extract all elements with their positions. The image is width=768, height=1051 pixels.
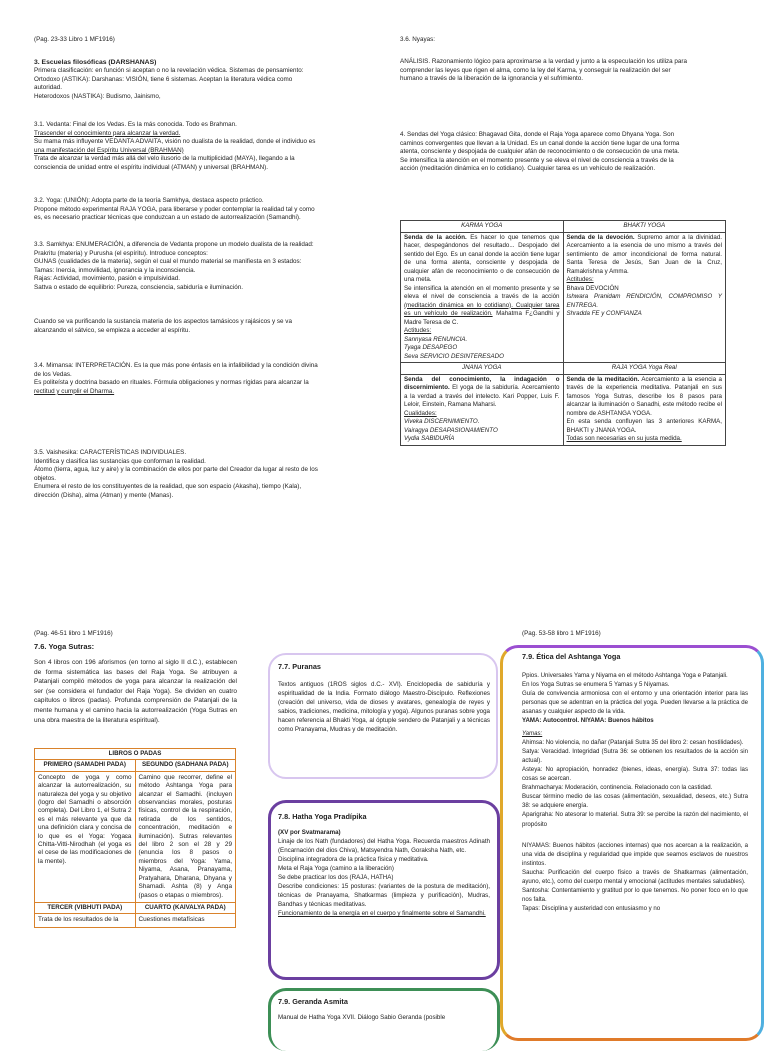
sendas-paragraph (400, 131, 679, 174)
vedanta-paragraph (34, 121, 315, 173)
text-line: Prakritu (materia) y Purusha (el espíritu). Introduce conceptos: (34, 249, 208, 257)
jnana-quality: Viveka DISCERNIMIENTO. (404, 418, 480, 425)
hatha-subtitle: (XV por Svatmarama) (278, 829, 341, 836)
text-line: Primera clasificación: en función si aceptan o no la revelación védica. Sistemas de pensamiento: (34, 67, 304, 74)
text-line: dirección (Disha), alma (Atman) y mente (Manas). (34, 491, 174, 499)
text-line: Tamas: Inercia, inmovilidad, ignorancia y la inconsciencia. (34, 266, 196, 274)
text-line: GUNAS (cualidades de la materia), según el cual el mundo material se manifiesta en 3 estados: (34, 258, 302, 266)
text-line: humano a través de la liberación de la ignorancia y el sufrimiento. (400, 75, 584, 83)
hatha-text: Funcionamiento de la energía en el cuerpo y finalmente sobre el Samandhi. (278, 910, 486, 917)
text-line: Ortodoxo (ASTIKA): Darshanas: VISIÓN, tiene 6 sistemas. Aceptan la literatura védica como (34, 75, 293, 83)
pada-1-header: PRIMERO (SAMADHI PADA) (35, 760, 136, 771)
jnana-title: Senda del conocimiento, la indagación o discernimiento. (404, 375, 560, 391)
yoga-paragraph (34, 197, 315, 223)
bhakti-title: Senda de la devoción. (566, 233, 635, 241)
text-line: Trascender el conocimiento para alcanzar la verdad. (34, 129, 181, 137)
raja-text-2: En esta senda confluyen las 3 anteriores KARMA, BHAKTI y JNANA YOGA. (566, 418, 722, 434)
yoga-paths-table (400, 220, 726, 446)
yoga-sutras-title: 7.6. Yoga Sutras: (34, 642, 95, 651)
text-line: comprender las leyes que rigen el alma, como la ley del Karma, y conseguir la realización del ser (400, 66, 671, 74)
pada-2-header: SEGUNDO (SADHANA PADA) (135, 760, 236, 771)
pada-3-text: Trata de los resultados de la (35, 914, 136, 927)
karma-attitude: Seva SERVICIO DESINTERESADO (404, 352, 504, 360)
text-line: Cuando se va purificando la sustancia materia de los aspectos tamásicos y rajásicos y se va (34, 318, 292, 325)
text-line: caminos convergentes que llevan a la Unidad. Es un canal donde la acción tiene lugar de una forma (400, 139, 680, 147)
yama-item: Ahimsa: No violencia, no dañar (Patanjali Sutra 35 del libro 2: cesan hostilidades). (522, 738, 744, 746)
samkhya-paragraph (34, 241, 314, 293)
text-line: ANÁLISIS. Razonamiento lógico para aproximarse a la verdad y junto a la especulación los utiliza para (400, 58, 688, 65)
geranda-section (278, 997, 490, 1022)
padas-table (34, 748, 236, 928)
yama-item: Brahmacharya: Moderación, continencia. Relacionado con la castidad. (522, 784, 713, 792)
page-reference: (Pag. 53-58 libro 1 MF1916) (522, 630, 601, 637)
hatha-text: Describe condiciones: 15 posturas: (variantes de la postura de meditación), técnicas de Pranayama, Shatkarmas (limpieza y purificación), Mudras, Bandhas y técnicas meditativas. (278, 883, 490, 908)
table-header-bhakti: BHAKTI YOGA (563, 221, 726, 233)
raja-cell (563, 374, 726, 445)
karma-attitude: Sannyasa RENUNCIA. (404, 335, 468, 343)
text-line: Su mama más influyente VEDANTA ADVAITA, visión no dualista de la realidad, donde el individuo es (34, 138, 316, 146)
niyamas-intro: NIYAMAS: Buenos hábitos (acciones internas) que nos acercan a la realización, a una vida de disciplina y regularidad que impide que seamos esclavos de nuestros instintos. (522, 841, 748, 867)
jnana-text: El yoga de la sabiduría. Acercamiento a la verdad a través del intelecto. Kari Popper, Luis F. Leloir, Einstein, Ramana Maharsi. (404, 384, 560, 408)
vaisheshika-paragraph (34, 449, 318, 501)
yamas-label: Yamas: (522, 729, 543, 737)
nyaya-title: 3.6. Nyayas: (400, 36, 435, 43)
text-line: Identifica y clasifica las sustancias que conforman la realidad. (34, 457, 206, 465)
karma-cell (401, 232, 564, 363)
text-line: Rajas: Actividad, movimiento, pasión e impulsividad. (34, 275, 180, 283)
bhakti-attitudes-label: Actitudes: (566, 276, 594, 283)
intro-lines (34, 67, 370, 101)
text-line: de los Vedas. (34, 370, 72, 378)
pada-1-text: Concepto de yoga y como alcanzar la autorrealización, su naturaleza del yoga y su objetivo (logro del Samadhi o absorción completa). Del Libro 1, el Sutra 2 es el más relevante ya que da una definición clara y concisa de lo que es el Yoga: Yogaɛa Chitta-Vitti-Nirodhah (el yoga es el cese de las modificaciones de la mente). (35, 771, 136, 902)
jnana-quality: Vairagya DESAPASIONAMIENTO (404, 426, 498, 434)
bhakti-cell (563, 232, 726, 363)
text-line: una manifestación del Espíritu Universal (BRAHMAN) (34, 146, 184, 154)
bhakti-attitude: Ishwara Pranidam RENDICIÓN, COMPROMISO Y ENTREGA. (566, 293, 722, 309)
pada-3-header: TERCER (VIBHUTI PADA) (35, 902, 136, 913)
text-line: Heterodoxos (NASTIKA): Budismo, Jainismo, (34, 92, 161, 100)
text-line: objetos. (34, 474, 57, 482)
section-title: 3. Escuelas filosóficas (DARSHANAS) (34, 59, 157, 66)
hatha-text: Meta el Raja Yoga (camino a la liberación) (278, 865, 394, 872)
text-line: acción (meditación dinámica en lo cotidiano). Cualquier tarea es un vehículo de realización. (400, 165, 656, 173)
text-line: autoridad. (34, 84, 63, 92)
text-line: 3.4. Mimansa: INTERPRETACIÓN. Es la que más pone énfasis en la infalibilidad y la condición divina (34, 362, 318, 369)
etica-section (522, 652, 748, 913)
niyama-item: Saucha: Purificación del cuerpo físico a través de Shatkarmas (alimentación, ayuno, etc.), como del cuerpo mental y emocional (actitudes mentales saludables). (522, 868, 748, 885)
raja-title: Senda de la meditación. (566, 375, 640, 383)
table-header-karma: KARMA YOGA (401, 221, 564, 233)
karma-text-2: Se intensifica la atención en el momento presente y se eleva el nivel de consciencia a través de la acción (404, 284, 560, 300)
hatha-section (278, 812, 490, 918)
etica-intro: Ppios. Universales Yama y Niyama en el método Ashtanga Yoga e Patanjali. (522, 672, 728, 679)
text-line: Propone método experimental RAJA YOGA, para liberarse y poder contemplar la realidad tal y como (34, 205, 315, 213)
nyaya-paragraph (400, 58, 687, 84)
yoga-sutras-intro: Son 4 libros con 196 aforismos (en torno al siglo II d.C.), establecen de forma sistemática las bases del Raja Yoga. Se atribuyen a Patanjali compiló métodos de yoga para alcanzar la realización del ser (se considera el fundador del Raja Yoga). Se dividen en cuatro capítulos o libros (padas). Profunda comprensión de Patanjali de la mente humana y el camino hacia la autorrealización (Yoga Sutras en una obra maestra de la literatura espiritual). (34, 659, 237, 724)
bhakti-attitude: Bhava DEVOCIÓN (566, 284, 619, 292)
niyama-item: Santosha: Contentamiento y gratitud por lo que tenemos. No poner foco en lo que nos falta. (522, 887, 748, 904)
text-line: consciencia de unidad entre el espíritu individual (ATMAN) y universal (BRAHMAN). (34, 163, 269, 171)
puranas-section (278, 662, 490, 734)
table-header-raja: RAJA YOGA Yoga Real (563, 363, 726, 375)
page-reference: (Pag. 46-51 libro 1 MF1916) (34, 630, 113, 637)
etica-title: 7.9. Ética del Ashtanga Yoga (522, 652, 621, 661)
padas-header: LIBROS O PADAS (35, 749, 236, 760)
karma-attitude: Tyaga DESAPEGO (404, 344, 458, 351)
pada-4-header: CUARTO (KAIVALYA PADA) (135, 902, 236, 913)
text-line: es, es necesario practicar técnicas que conduzcan a un estado de autorrealización (Samandhi). (34, 214, 301, 222)
text-line: atenta, consciente y despojada de cualquier afán de reconocimiento o de consecución de una meta. (400, 148, 680, 156)
yama-item: Aparigraha: No atesorar lo material. Sutra 39: se percibe la razón del nacimiento, el propósito (522, 811, 748, 828)
niyama-item: Tapas: Disciplina y austeridad con entusiasmo y no (522, 905, 661, 913)
text-line: Átomo (tierra, agua, luz y aire) y la combinación de ellos por parte del Creador da lugar al resto de los (34, 466, 318, 474)
hatha-title: 7.8. Hatha Yoga Pradípika (278, 812, 367, 821)
yama-item: Buscar término medio de las cosas (alimentación, sexualidad, deseos, etc.) Sutra 38: se adquiere energía. (522, 793, 748, 810)
text-line: alcanzando el sátvico, se empieza a acceder al espíritu. (34, 326, 191, 334)
text-line: rectitud y cumplir el Dharma. (34, 387, 115, 395)
karma-underlined: (meditación dinámica en lo cotidiano). Cualquier tarea es un vehículo de realización. (404, 301, 560, 317)
text-line: Trata de alcanzar la verdad más allá del velo ilusorio de la multiplicidad (MAYA), llegando a la (34, 155, 295, 163)
karma-text: Es hacer lo que tenemos que hacer, despegándonos del resultado... Despojado del sentido del Ego. Es un canal donde la acción tiene lugar de una forma atenta, consciente y despojada de cualquier afán de reconocimiento o de consecución de una meta. (404, 233, 560, 283)
bhakti-attitude: Shradda FE y CONFIANZA (566, 310, 642, 317)
jnana-quality: Vydia SABIDURÍA (404, 435, 455, 442)
jnana-cell (401, 374, 564, 445)
text-line: 4. Sendas del Yoga clásico: Bhagavad Gita, donde el Raja Yoga aparece como Dhyana Yoga. Son (400, 131, 675, 138)
hatha-text: Se debe practicar los dos (RAJA, HATHA) (278, 874, 394, 881)
text-line: Sattva o estado de equilibrio: Pureza, consciencia, sabiduría e iluminación. (34, 283, 243, 291)
pada-2-text: Camino que recorrer, define el método Ashtanga Yoga para alcanzar el Samadhi. (incluyen observancias morales, posturas físicas, control de la respiración, retirada de los sentidos, concentración, meditación e iluminación). Sutras relevantes del libro 2 son el 28 y 29 (enuncia los 8 pasos o miembros del Yoga: Yama, Niyama, Asana, Pranayama, Pratyahara, Dharana, Dhyana y Shamadi. Ashta (8) y Anga (pasos o etapas o miembros). (135, 771, 236, 902)
text-line: 3.2. Yoga: (UNIÓN): Adopta parte de la teoría Samkhya, destaca aspecto práctico. (34, 197, 264, 204)
jnana-qualities-label: Cualidades: (404, 409, 437, 417)
karma-attitudes-label: Actitudes: (404, 327, 432, 334)
text-line: Es politeísta y doctrina basado en rituales. Fórmula obligaciones y normas rígidas para alcanzar la (34, 379, 309, 387)
text-line: 3.1. Vedanta: Final de los Vedas. Es la más conocida. Todo es Brahman. (34, 121, 237, 128)
page-reference: (Pag. 23-33 Libro 1 MF1916) (34, 36, 115, 43)
bhakti-text: Supremo amor a la divinidad. Acercamiento a la esencia de uno mismo a través del sentimiento de amor incondicional de forma natural. Santa Teresa de Jesús, San Juan de la Cruz, Ramakrishna y Amma. (566, 233, 722, 275)
samkhya-continuation (34, 318, 292, 335)
geranda-text: Manual de Hatha Yoga XVII. Diálogo Sabio Geranda (posible (278, 1014, 446, 1021)
etica-line: YAMA: Autocontrol. NIYAMA: Buenos hábitos (522, 717, 654, 725)
etica-line: En los Yoga Sutras se enumera 5 Yamas y 5 Niyamas. (522, 681, 670, 689)
text-line: 3.3. Samkhya: ENUMERACIÓN, a diferencia de Vedanta propone un modelo dualista de la realidad: (34, 241, 314, 248)
yama-item: Satya: Veracidad. Integridad (Sutra 36: se obtienen los resultados de la acción sin actual). (522, 747, 748, 764)
hatha-text: Linaje de los Nath (fundadores) del Hatha Yoga. Recuerda maestros Adinath (Encarnación del dios Chiva), Matsyendra Nath, Goraksha Nath, etc. (278, 838, 490, 854)
text-line: 3.5. Vaishesika: CARACTERÍSTICAS INDIVIDUALES. (34, 449, 187, 456)
yama-item: Asteya: No apropiación, honradez (bienes, ideas, energía). Sutra 37: todas las cosas se acercan. (522, 765, 748, 783)
hatha-text: Disciplina integradora de la práctica física y meditativa. (278, 856, 429, 863)
text-line: Se intensifica la atención en el momento presente y se eleva el nivel de consciencia a través de la (400, 156, 674, 164)
table-header-jnana: JNANA YOGA (401, 363, 564, 375)
mimansa-paragraph (34, 362, 318, 396)
etica-line: Guía de convivencia armoniosa con el entorno y una orientación interior para las personas que se adentran en la práctica del yoga. Pueden llevarse a la práctica de asanas y cualquier aspecto de la vida. (522, 690, 748, 716)
pada-4-text: Cuestiones metafísicas (135, 914, 236, 927)
karma-people: Mahatma F¿Gandhi y Madre Teresa de C. (404, 310, 560, 326)
darshanas-section (34, 58, 370, 101)
raja-text: Acercamiento a la esencia a través de la experiencia meditativa. Patanjali en sus famosos Yoga Sutras, describe los 8 pasos para alcanzar la iluminación o Sanadhi, este método recibe el nombre de ASHTANGA YOGA. (566, 375, 722, 417)
puranas-text: Textos antiguos (1ROS siglos d.C.- XVI). Enciclopedia de sabiduría y espiritualidad de la India. Formato diálogo Maestro-Discípulo. Reflexiones (creación del universo, vida de dioses y avatares, genealogía de reyes y sabios, tradiciones, medicina, mitología y yoga). Algunos puranas sobre yoga hacen referencia al Bhakti Yoga, al óptuple sendero de Patanjali y a técnicas como Pranayama, Mudras y de meditación. (278, 681, 490, 733)
raja-text-3: Todas son necesarias en su justa medida. (566, 435, 682, 442)
karma-title: Senda de la acción. (404, 233, 467, 241)
geranda-title: 7.9. Geranda Asmita (278, 997, 348, 1006)
text-line: Enumera el resto de los constituyentes de la realidad, que son espacio (Akasha), tiempo (Kala), (34, 483, 302, 491)
puranas-title: 7.7. Puranas (278, 662, 321, 671)
